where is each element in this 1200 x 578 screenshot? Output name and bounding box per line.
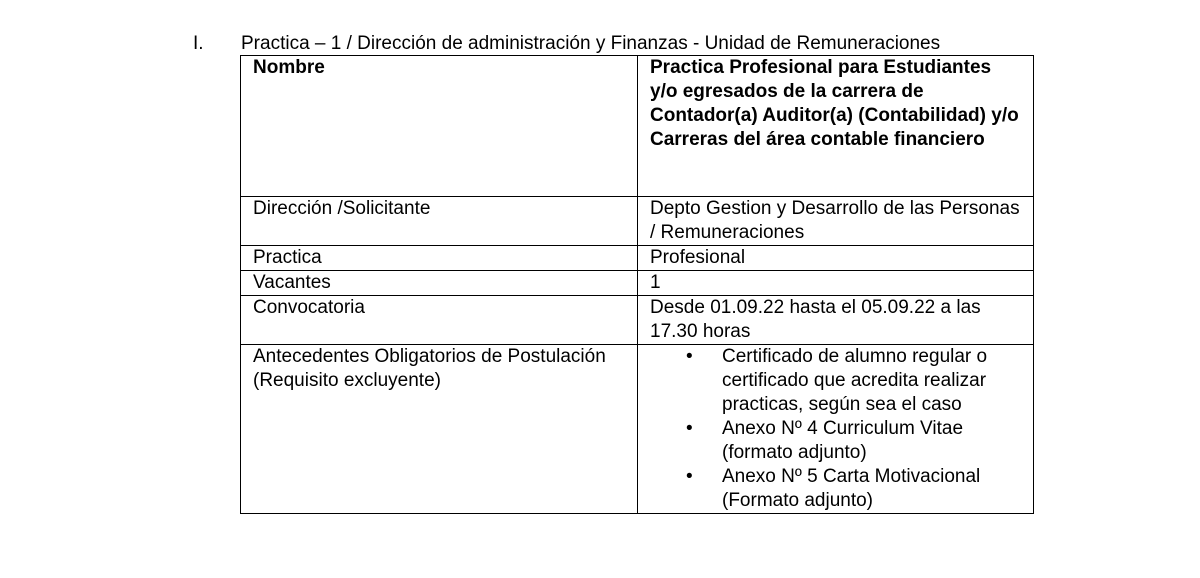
label-practica: Practica [241, 246, 638, 271]
table-row [241, 271, 1034, 296]
table-row [241, 56, 1034, 197]
label-vacantes: Vacantes [241, 271, 638, 296]
section-heading: Practica – 1 / Dirección de administración y Finanzas - Unidad de Remuneraciones [241, 33, 941, 54]
table-row [241, 246, 1034, 271]
requirements-list [650, 345, 1023, 513]
list-item [650, 345, 1023, 417]
label-antecedentes: Antecedentes Obligatorios de Postulación (Requisito excluyente) [241, 345, 638, 514]
practice-info-table [240, 55, 1034, 514]
value-direccion: Depto Gestion y Desarrollo de las Personas / Remuneraciones [638, 197, 1034, 246]
requirement-text: Anexo Nº 4 Curriculum Vitae (formato adjunto) [722, 418, 964, 463]
label-convocatoria: Convocatoria [241, 296, 638, 345]
list-item [650, 465, 1023, 513]
value-nombre: Practica Profesional para Estudiantes y/o egresados de la carrera de Contador(a) Auditor(a) (Contabilidad) y/o Carreras del área contable financiero [638, 56, 1034, 197]
requirement-text: Anexo Nº 5 Carta Motivacional (Formato adjunto) [722, 466, 981, 511]
table-row [241, 345, 1034, 514]
label-nombre: Nombre [241, 56, 638, 197]
table-row [241, 197, 1034, 246]
requirement-text: Certificado de alumno regular o certificado que acredita realizar practicas, según sea el caso [722, 346, 988, 415]
value-practica: Profesional [638, 246, 1034, 271]
bullet-icon: • [686, 418, 693, 439]
value-convocatoria: Desde 01.09.22 hasta el 05.09.22 a las 17.30 horas [638, 296, 1034, 345]
table-row [241, 296, 1034, 345]
label-direccion: Dirección /Solicitante [241, 197, 638, 246]
section-numeral: I. [193, 33, 204, 54]
value-antecedentes [638, 345, 1034, 514]
bullet-icon: • [686, 346, 693, 367]
value-vacantes: 1 [638, 271, 1034, 296]
bullet-icon: • [686, 466, 693, 487]
list-item [650, 417, 1023, 465]
